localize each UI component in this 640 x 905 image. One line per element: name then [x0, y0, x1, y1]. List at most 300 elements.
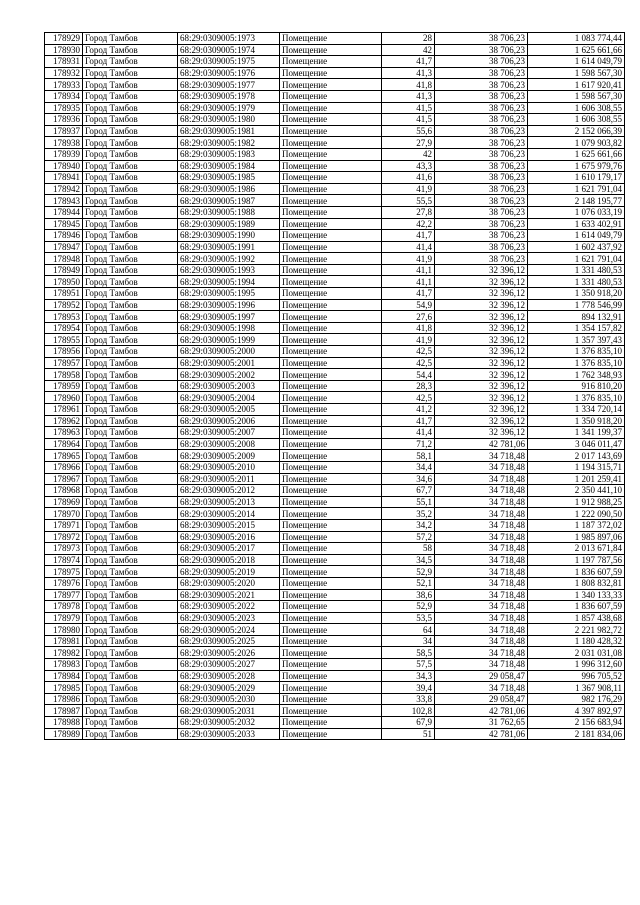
area-cell: 39,4: [382, 682, 435, 694]
table-row: [45, 79, 625, 91]
cadastral-number-cell: 68:29:0309005:2028: [178, 670, 280, 682]
object-type-cell: Помещение: [280, 461, 382, 473]
area-cell: 41,9: [382, 334, 435, 346]
table-row: [45, 531, 625, 543]
unit-price-cell: 34 718,48: [435, 496, 528, 508]
unit-price-cell: 32 396,12: [435, 311, 528, 323]
city-cell: Город Тамбов: [83, 288, 178, 300]
unit-price-cell: 34 718,48: [435, 601, 528, 613]
area-cell: 27,8: [382, 206, 435, 218]
cadastral-number-cell: 68:29:0309005:1985: [178, 172, 280, 184]
area-cell: 53,5: [382, 612, 435, 624]
unit-price-cell: 38 706,23: [435, 56, 528, 68]
unit-price-cell: 34 718,48: [435, 566, 528, 578]
table-row: [45, 577, 625, 589]
row-id-cell: 178952: [45, 299, 83, 311]
row-id-cell: 178945: [45, 218, 83, 230]
area-cell: 52,1: [382, 577, 435, 589]
unit-price-cell: 32 396,12: [435, 369, 528, 381]
city-cell: Город Тамбов: [83, 496, 178, 508]
table-row: [45, 682, 625, 694]
area-cell: 34: [382, 635, 435, 647]
area-cell: 42,5: [382, 346, 435, 358]
unit-price-cell: 38 706,23: [435, 102, 528, 114]
object-type-cell: Помещение: [280, 299, 382, 311]
city-cell: Город Тамбов: [83, 647, 178, 659]
cadastral-value-cell: 1 222 090,50: [528, 508, 625, 520]
cadastral-value-cell: 1 201 259,41: [528, 473, 625, 485]
row-id-cell: 178985: [45, 682, 83, 694]
city-cell: Город Тамбов: [83, 346, 178, 358]
table-row: [45, 230, 625, 242]
cadastral-value-cell: 1 762 348,93: [528, 369, 625, 381]
row-id-cell: 178933: [45, 79, 83, 91]
row-id-cell: 178939: [45, 148, 83, 160]
city-cell: Город Тамбов: [83, 519, 178, 531]
city-cell: Город Тамбов: [83, 114, 178, 126]
area-cell: 34,2: [382, 519, 435, 531]
row-id-cell: 178964: [45, 438, 83, 450]
unit-price-cell: 32 396,12: [435, 334, 528, 346]
table-row: [45, 311, 625, 323]
unit-price-cell: 34 718,48: [435, 682, 528, 694]
city-cell: Город Тамбов: [83, 322, 178, 334]
unit-price-cell: 38 706,23: [435, 218, 528, 230]
table-row: [45, 357, 625, 369]
cadastral-number-cell: 68:29:0309005:2012: [178, 485, 280, 497]
cadastral-value-cell: 1 598 567,30: [528, 90, 625, 102]
area-cell: 41,6: [382, 172, 435, 184]
object-type-cell: Помещение: [280, 56, 382, 68]
cadastral-value-cell: 1 350 918,20: [528, 415, 625, 427]
area-cell: 41,8: [382, 79, 435, 91]
unit-price-cell: 38 706,23: [435, 44, 528, 56]
area-cell: 71,2: [382, 438, 435, 450]
object-type-cell: Помещение: [280, 148, 382, 160]
object-type-cell: Помещение: [280, 392, 382, 404]
cadastral-value-cell: 916 810,20: [528, 380, 625, 392]
cadastral-value-cell: 1 376 835,10: [528, 357, 625, 369]
area-cell: 38,6: [382, 589, 435, 601]
object-type-cell: Помещение: [280, 438, 382, 450]
object-type-cell: Помещение: [280, 705, 382, 717]
unit-price-cell: 38 706,23: [435, 125, 528, 137]
cadastral-number-cell: 68:29:0309005:2015: [178, 519, 280, 531]
cadastral-number-cell: 68:29:0309005:2007: [178, 427, 280, 439]
cadastral-number-cell: 68:29:0309005:1973: [178, 33, 280, 45]
city-cell: Город Тамбов: [83, 589, 178, 601]
cadastral-number-cell: 68:29:0309005:2019: [178, 566, 280, 578]
object-type-cell: Помещение: [280, 183, 382, 195]
row-id-cell: 178955: [45, 334, 83, 346]
object-type-cell: Помещение: [280, 241, 382, 253]
city-cell: Город Тамбов: [83, 79, 178, 91]
row-id-cell: 178957: [45, 357, 83, 369]
cadastral-number-cell: 68:29:0309005:2010: [178, 461, 280, 473]
cadastral-number-cell: 68:29:0309005:1984: [178, 160, 280, 172]
area-cell: 58,1: [382, 450, 435, 462]
row-id-cell: 178931: [45, 56, 83, 68]
table-row: [45, 56, 625, 68]
row-id-cell: 178958: [45, 369, 83, 381]
unit-price-cell: 34 718,48: [435, 624, 528, 636]
area-cell: 67,7: [382, 485, 435, 497]
cadastral-number-cell: 68:29:0309005:1974: [178, 44, 280, 56]
cadastral-value-cell: 1 083 774,44: [528, 33, 625, 45]
row-id-cell: 178979: [45, 612, 83, 624]
city-cell: Город Тамбов: [83, 311, 178, 323]
cadastral-value-cell: 1 376 835,10: [528, 392, 625, 404]
unit-price-cell: 32 396,12: [435, 357, 528, 369]
cadastral-number-cell: 68:29:0309005:2030: [178, 693, 280, 705]
cadastral-number-cell: 68:29:0309005:1996: [178, 299, 280, 311]
table-row: [45, 322, 625, 334]
cadastral-number-cell: 68:29:0309005:1992: [178, 253, 280, 265]
unit-price-cell: 38 706,23: [435, 33, 528, 45]
table-body: [45, 33, 625, 740]
table-row: [45, 635, 625, 647]
object-type-cell: Помещение: [280, 44, 382, 56]
cadastral-value-cell: 1 187 372,02: [528, 519, 625, 531]
object-type-cell: Помещение: [280, 473, 382, 485]
cadastral-value-cell: 2 031 031,08: [528, 647, 625, 659]
object-type-cell: Помещение: [280, 543, 382, 555]
row-id-cell: 178943: [45, 195, 83, 207]
row-id-cell: 178965: [45, 450, 83, 462]
cadastral-number-cell: 68:29:0309005:2004: [178, 392, 280, 404]
cadastral-value-cell: 2 017 143,69: [528, 450, 625, 462]
table-row: [45, 241, 625, 253]
unit-price-cell: 38 706,23: [435, 67, 528, 79]
table-row: [45, 195, 625, 207]
object-type-cell: Помещение: [280, 601, 382, 613]
row-id-cell: 178929: [45, 33, 83, 45]
city-cell: Город Тамбов: [83, 334, 178, 346]
unit-price-cell: 32 396,12: [435, 415, 528, 427]
unit-price-cell: 34 718,48: [435, 577, 528, 589]
cadastral-number-cell: 68:29:0309005:2000: [178, 346, 280, 358]
row-id-cell: 178948: [45, 253, 83, 265]
cadastral-value-cell: 1 857 438,68: [528, 612, 625, 624]
city-cell: Город Тамбов: [83, 635, 178, 647]
row-id-cell: 178981: [45, 635, 83, 647]
city-cell: Город Тамбов: [83, 195, 178, 207]
area-cell: 41,5: [382, 102, 435, 114]
table-row: [45, 334, 625, 346]
city-cell: Город Тамбов: [83, 392, 178, 404]
object-type-cell: Помещение: [280, 404, 382, 416]
object-type-cell: Помещение: [280, 357, 382, 369]
unit-price-cell: 34 718,48: [435, 450, 528, 462]
cadastral-value-cell: 1 180 428,32: [528, 635, 625, 647]
cadastral-number-cell: 68:29:0309005:2031: [178, 705, 280, 717]
object-type-cell: Помещение: [280, 218, 382, 230]
cadastral-value-cell: 1 197 787,56: [528, 554, 625, 566]
object-type-cell: Помещение: [280, 67, 382, 79]
city-cell: Город Тамбов: [83, 624, 178, 636]
cadastral-number-cell: 68:29:0309005:2017: [178, 543, 280, 555]
unit-price-cell: 29 058,47: [435, 670, 528, 682]
unit-price-cell: 38 706,23: [435, 241, 528, 253]
unit-price-cell: 32 396,12: [435, 264, 528, 276]
cadastral-number-cell: 68:29:0309005:2018: [178, 554, 280, 566]
cadastral-value-cell: 2 181 834,06: [528, 728, 625, 740]
row-id-cell: 178946: [45, 230, 83, 242]
unit-price-cell: 38 706,23: [435, 148, 528, 160]
cadastral-number-cell: 68:29:0309005:1999: [178, 334, 280, 346]
row-id-cell: 178962: [45, 415, 83, 427]
cadastral-number-cell: 68:29:0309005:1982: [178, 137, 280, 149]
row-id-cell: 178950: [45, 276, 83, 288]
cadastral-number-cell: 68:29:0309005:1989: [178, 218, 280, 230]
city-cell: Город Тамбов: [83, 415, 178, 427]
cadastral-value-cell: 1 633 402,91: [528, 218, 625, 230]
unit-price-cell: 32 396,12: [435, 427, 528, 439]
unit-price-cell: 32 396,12: [435, 380, 528, 392]
area-cell: 52,9: [382, 601, 435, 613]
city-cell: Город Тамбов: [83, 450, 178, 462]
row-id-cell: 178973: [45, 543, 83, 555]
area-cell: 41,4: [382, 427, 435, 439]
row-id-cell: 178949: [45, 264, 83, 276]
cadastral-number-cell: 68:29:0309005:2020: [178, 577, 280, 589]
object-type-cell: Помещение: [280, 717, 382, 729]
cadastral-number-cell: 68:29:0309005:2025: [178, 635, 280, 647]
unit-price-cell: 34 718,48: [435, 554, 528, 566]
object-type-cell: Помещение: [280, 566, 382, 578]
object-type-cell: Помещение: [280, 33, 382, 45]
city-cell: Город Тамбов: [83, 717, 178, 729]
city-cell: Город Тамбов: [83, 206, 178, 218]
unit-price-cell: 38 706,23: [435, 195, 528, 207]
cadastral-value-cell: 1 996 312,60: [528, 659, 625, 671]
area-cell: 43,3: [382, 160, 435, 172]
area-cell: 41,2: [382, 404, 435, 416]
cadastral-number-cell: 68:29:0309005:1979: [178, 102, 280, 114]
row-id-cell: 178930: [45, 44, 83, 56]
unit-price-cell: 32 396,12: [435, 288, 528, 300]
row-id-cell: 178960: [45, 392, 83, 404]
cadastral-value-cell: 1 617 920,41: [528, 79, 625, 91]
cadastral-value-cell: 1 621 791,04: [528, 253, 625, 265]
table-row: [45, 485, 625, 497]
cadastral-number-cell: 68:29:0309005:1981: [178, 125, 280, 137]
table-row: [45, 276, 625, 288]
cadastral-value-cell: 1 614 049,79: [528, 230, 625, 242]
unit-price-cell: 38 706,23: [435, 172, 528, 184]
cadastral-value-cell: 1 354 157,82: [528, 322, 625, 334]
table-row: [45, 624, 625, 636]
cadastral-number-cell: 68:29:0309005:1976: [178, 67, 280, 79]
row-id-cell: 178959: [45, 380, 83, 392]
cadastral-value-cell: 1 079 903,82: [528, 137, 625, 149]
cadastral-number-cell: 68:29:0309005:2005: [178, 404, 280, 416]
row-id-cell: 178978: [45, 601, 83, 613]
table-row: [45, 137, 625, 149]
city-cell: Город Тамбов: [83, 241, 178, 253]
object-type-cell: Помещение: [280, 160, 382, 172]
table-row: [45, 566, 625, 578]
cadastral-number-cell: 68:29:0309005:2027: [178, 659, 280, 671]
cadastral-number-cell: 68:29:0309005:1975: [178, 56, 280, 68]
cadastral-value-cell: 2 013 671,84: [528, 543, 625, 555]
object-type-cell: Помещение: [280, 369, 382, 381]
object-type-cell: Помещение: [280, 508, 382, 520]
unit-price-cell: 34 718,48: [435, 519, 528, 531]
unit-price-cell: 32 396,12: [435, 346, 528, 358]
row-id-cell: 178975: [45, 566, 83, 578]
city-cell: Город Тамбов: [83, 357, 178, 369]
cadastral-value-cell: 996 705,52: [528, 670, 625, 682]
unit-price-cell: 42 781,06: [435, 728, 528, 740]
city-cell: Город Тамбов: [83, 566, 178, 578]
cadastral-value-cell: 1 331 480,53: [528, 264, 625, 276]
cadastral-number-cell: 68:29:0309005:2024: [178, 624, 280, 636]
cadastral-number-cell: 68:29:0309005:2003: [178, 380, 280, 392]
row-id-cell: 178988: [45, 717, 83, 729]
unit-price-cell: 34 718,48: [435, 485, 528, 497]
cadastral-number-cell: 68:29:0309005:1978: [178, 90, 280, 102]
area-cell: 102,8: [382, 705, 435, 717]
city-cell: Город Тамбов: [83, 659, 178, 671]
object-type-cell: Помещение: [280, 79, 382, 91]
row-id-cell: 178963: [45, 427, 83, 439]
unit-price-cell: 34 718,48: [435, 647, 528, 659]
object-type-cell: Помещение: [280, 612, 382, 624]
cadastral-number-cell: 68:29:0309005:1987: [178, 195, 280, 207]
object-type-cell: Помещение: [280, 427, 382, 439]
unit-price-cell: 34 718,48: [435, 473, 528, 485]
table-row: [45, 508, 625, 520]
cadastral-number-cell: 68:29:0309005:2022: [178, 601, 280, 613]
row-id-cell: 178956: [45, 346, 83, 358]
cadastral-number-cell: 68:29:0309005:1977: [178, 79, 280, 91]
property-table: [44, 32, 625, 740]
area-cell: 27,9: [382, 137, 435, 149]
cadastral-number-cell: 68:29:0309005:1993: [178, 264, 280, 276]
cadastral-number-cell: 68:29:0309005:1995: [178, 288, 280, 300]
unit-price-cell: 34 718,48: [435, 508, 528, 520]
city-cell: Город Тамбов: [83, 705, 178, 717]
area-cell: 55,6: [382, 125, 435, 137]
city-cell: Город Тамбов: [83, 461, 178, 473]
area-cell: 41,7: [382, 288, 435, 300]
cadastral-number-cell: 68:29:0309005:2006: [178, 415, 280, 427]
city-cell: Город Тамбов: [83, 276, 178, 288]
unit-price-cell: 38 706,23: [435, 160, 528, 172]
row-id-cell: 178969: [45, 496, 83, 508]
cadastral-value-cell: 2 221 982,72: [528, 624, 625, 636]
object-type-cell: Помещение: [280, 346, 382, 358]
table-row: [45, 183, 625, 195]
city-cell: Город Тамбов: [83, 253, 178, 265]
unit-price-cell: 34 718,48: [435, 589, 528, 601]
area-cell: 41,3: [382, 67, 435, 79]
unit-price-cell: 38 706,23: [435, 137, 528, 149]
object-type-cell: Помещение: [280, 114, 382, 126]
area-cell: 41,7: [382, 415, 435, 427]
cadastral-value-cell: 1 836 607,59: [528, 601, 625, 613]
area-cell: 34,6: [382, 473, 435, 485]
cadastral-value-cell: 4 397 892,97: [528, 705, 625, 717]
cadastral-value-cell: 982 176,29: [528, 693, 625, 705]
area-cell: 52,9: [382, 566, 435, 578]
cadastral-value-cell: 1 357 397,43: [528, 334, 625, 346]
object-type-cell: Помещение: [280, 589, 382, 601]
unit-price-cell: 38 706,23: [435, 206, 528, 218]
city-cell: Город Тамбов: [83, 427, 178, 439]
unit-price-cell: 32 396,12: [435, 404, 528, 416]
city-cell: Город Тамбов: [83, 670, 178, 682]
row-id-cell: 178932: [45, 67, 83, 79]
table-row: [45, 346, 625, 358]
table-row: [45, 647, 625, 659]
cadastral-value-cell: 1 367 908,11: [528, 682, 625, 694]
object-type-cell: Помещение: [280, 137, 382, 149]
row-id-cell: 178970: [45, 508, 83, 520]
object-type-cell: Помещение: [280, 322, 382, 334]
cadastral-value-cell: 1 194 315,71: [528, 461, 625, 473]
row-id-cell: 178972: [45, 531, 83, 543]
city-cell: Город Тамбов: [83, 601, 178, 613]
object-type-cell: Помещение: [280, 172, 382, 184]
table-row: [45, 264, 625, 276]
row-id-cell: 178940: [45, 160, 83, 172]
city-cell: Город Тамбов: [83, 693, 178, 705]
table-row: [45, 148, 625, 160]
cadastral-number-cell: 68:29:0309005:2029: [178, 682, 280, 694]
city-cell: Город Тамбов: [83, 438, 178, 450]
table-row: [45, 392, 625, 404]
unit-price-cell: 38 706,23: [435, 230, 528, 242]
table-row: [45, 554, 625, 566]
cadastral-value-cell: 1 621 791,04: [528, 183, 625, 195]
cadastral-number-cell: 68:29:0309005:1983: [178, 148, 280, 160]
area-cell: 67,9: [382, 717, 435, 729]
object-type-cell: Помещение: [280, 728, 382, 740]
table-row: [45, 589, 625, 601]
area-cell: 42,5: [382, 357, 435, 369]
cadastral-value-cell: 2 350 441,10: [528, 485, 625, 497]
area-cell: 55,5: [382, 195, 435, 207]
row-id-cell: 178935: [45, 102, 83, 114]
area-cell: 41,9: [382, 183, 435, 195]
cadastral-number-cell: 68:29:0309005:1994: [178, 276, 280, 288]
area-cell: 34,4: [382, 461, 435, 473]
table-row: [45, 450, 625, 462]
table-row: [45, 369, 625, 381]
unit-price-cell: 38 706,23: [435, 79, 528, 91]
unit-price-cell: 42 781,06: [435, 438, 528, 450]
city-cell: Город Тамбов: [83, 543, 178, 555]
table-row: [45, 125, 625, 137]
city-cell: Город Тамбов: [83, 485, 178, 497]
object-type-cell: Помещение: [280, 288, 382, 300]
row-id-cell: 178934: [45, 90, 83, 102]
cadastral-value-cell: 1 606 308,55: [528, 114, 625, 126]
cadastral-value-cell: 1 912 988,25: [528, 496, 625, 508]
object-type-cell: Помещение: [280, 90, 382, 102]
object-type-cell: Помещение: [280, 276, 382, 288]
object-type-cell: Помещение: [280, 102, 382, 114]
row-id-cell: 178942: [45, 183, 83, 195]
cadastral-number-cell: 68:29:0309005:1990: [178, 230, 280, 242]
city-cell: Город Тамбов: [83, 183, 178, 195]
table-row: [45, 206, 625, 218]
object-type-cell: Помещение: [280, 635, 382, 647]
cadastral-number-cell: 68:29:0309005:1986: [178, 183, 280, 195]
unit-price-cell: 34 718,48: [435, 531, 528, 543]
